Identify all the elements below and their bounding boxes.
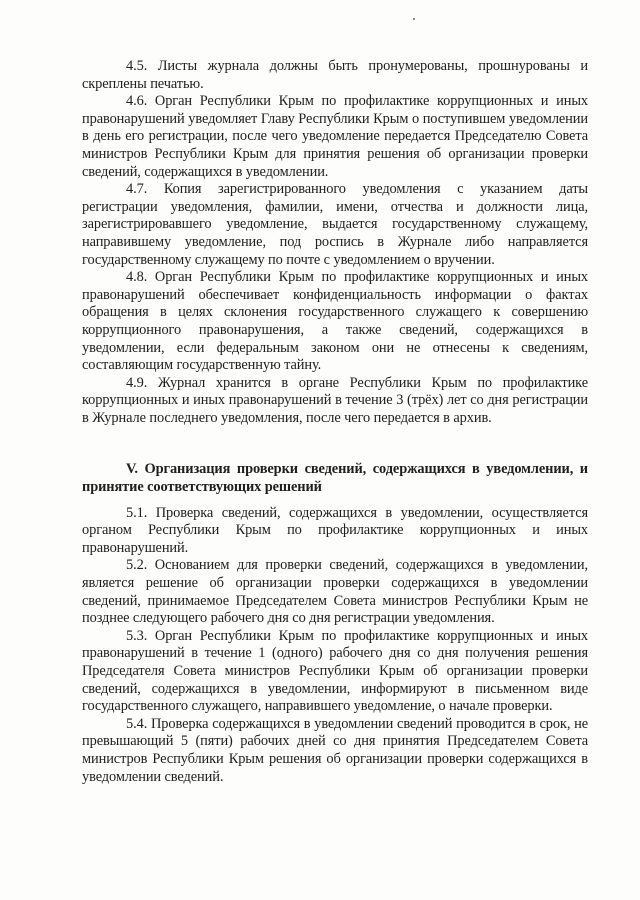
paragraph-5-4: 5.4. Проверка содержащихся в уведомлении сведений проводится в срок, не превышающий 5 (пяти) рабочих дней со дня принятия Председателем Совета министров Республики Крым решения об организации проверки содержащихся в уведомлении сведений. [82,715,588,785]
paragraph-5-1: 5.1. Проверка сведений, содержащихся в уведомлении, осуществляется органом Республики Крым по профилактике коррупционных и иных правонарушений. [82,504,588,556]
paragraph-4-9: 4.9. Журнал хранится в органе Республики Крым по профилактике коррупционных и иных правонарушений в течение 3 (трёх) лет со дня регистрации в Журнале последнего уведомления, после чего передается в архив. [82,374,588,426]
paragraph-4-7: 4.7. Копия зарегистрированного уведомления с указанием даты регистрации уведомления, фамилии, имени, отчества и должности лица, зарегистрировавшего уведомление, выдается государственному служащему, направившему уведомление, под роспись в Журнале либо направляется государственному служащему по почте с уведомлением о вручении. [82,181,588,268]
paragraph-4-6: 4.6. Орган Республики Крым по профилактике коррупционных и иных правонарушений уведомляет Главу Республики Крым о поступившем уведомлении в день его регистрации, после чего уведомление передается Председателю Совета министров Республики Крым для принятия решения об организации проверки сведений, содержащихся в уведомлении. [82,93,588,180]
section-heading: V. Организация проверки сведений, содержащихся в уведомлении, и принятие соответствующих решений [82,461,588,496]
paragraph-4-5: 4.5. Листы журнала должны быть пронумерованы, прошнурованы и скреплены печатью. [82,58,588,92]
paragraph-5-3: 5.3. Орган Республики Крым по профилактике коррупционных и иных правонарушений в течение 1 (одного) рабочего дня со дня получения решения Председателя Совета министров Республики Крым об организации проверки сведений, содержащихся в уведомлении, информируют в письменном виде государственного служащего, направившего уведомление, о начале проверки. [82,627,588,715]
paragraph-4-8: 4.8. Орган Республики Крым по профилактике коррупционных и иных правонарушений обеспечивает конфиденциальность информации о фактах обращения в целях склонения государственного служащего к совершению коррупционного правонарушения, а также сведений, содержащихся в уведомлении, если федеральным законом они не отнесены к сведениям, составляющим государственную тайну. [82,269,588,374]
paragraph-5-2: 5.2. Основанием для проверки сведений, содержащихся в уведомлении, является решение об организации проверки содержащихся в уведомлении сведений, принимаемое Председателем Совета министров Республики Крым не позднее следующего рабочего дня со дня регистрации уведомления. [82,557,588,627]
document-body [82,58,588,786]
scan-dot [413,18,415,20]
